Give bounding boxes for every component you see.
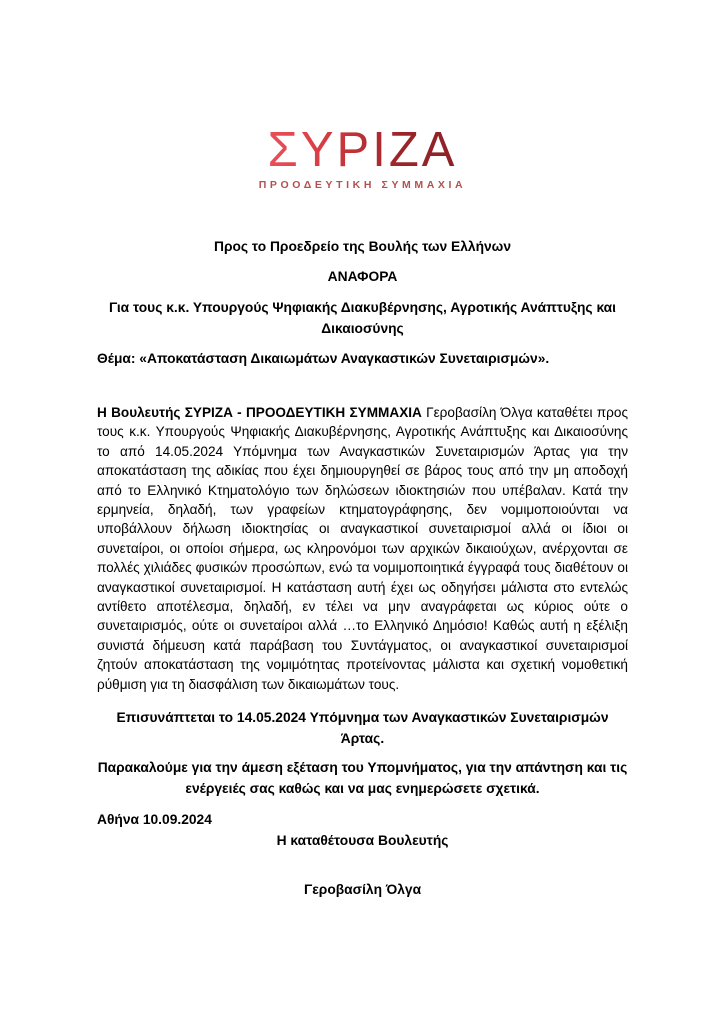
- syriza-logo-subtitle: ΠΡΟΟΔΕΥΤΙΚΗ ΣΥΜΜΑΧΙΑ: [258, 179, 467, 191]
- heading-recipient: Προς το Προεδρείο της Βουλής των Ελλήνων: [213, 238, 512, 254]
- syriza-logo: [97, 123, 628, 191]
- date-line: Αθήνα 10.09.2024: [97, 811, 212, 827]
- body-paragraph: [97, 403, 628, 694]
- signature-title: Η καταθέτουσα Βουλευτής: [276, 832, 449, 848]
- request-note: Παρακαλούμε για την άμεση εξέταση του Υπομνήματος, για την απάντηση και τις ενέργειές σας καθώς και να μας ενημερώσετε σχετικά.: [97, 759, 628, 796]
- syriza-logo-wordmark: ΣΥΡΙΖΑ: [267, 123, 458, 177]
- heading-addressees: Για τους κ.κ. Υπουργούς Ψηφιακής Διακυβέρνησης, Αγροτικής Ανάπτυξης και Δικαιοσύνης: [108, 299, 616, 336]
- heading-doc-type: ΑΝΑΦΟΡΑ: [327, 269, 398, 285]
- body-intro-rest: Γεροβασίλη Όλγα καταθέτει προς τους κ.κ. Υπουργούς Ψηφιακής Διακυβέρνησης, Αγροτικής Ανάπτυξης και Δικαιοσύνης το από 14.05.2024 Υπόμνημα των Αναγκαστικών Συνεταιρισμών Άρτας για την αποκατάσταση της αδικίας που έχει δημιουργηθεί σε βάρος τους από την μη αποδοχή από το Ελληνικό Κτηματολόγιο των δηλώσεων ιδιοκτησιών που υπέβαλαν. Κατά την ερμηνεία, δηλαδή, των γραφείων κτηματογράφησης, δεν νομιμοποιούνται να υποβάλλουν δήλωση ιδιοκτησίας οι αναγκαστικοί συνεταιρισμοί αλλά οι ίδιοι οι συνεταίροι, οι οποίοι σήμερα, ως κληρονόμοι των αρχικών δικαιούχων, ανέρχονται σε πολλές χιλιάδες φυσικών προσώπων, ενώ τα νομιμοποιητικά έγγραφά τους διαθέτουν οι αναγκαστικοί συνεταιρισμοί. Η κατάσταση αυτή έχει ως οδηγήσει μάλιστα στο εντελώς αντίθετο αποτέλεσμα, δηλαδή, εν τέλει να μην αναγράφεται ως κύριος ούτε ο συνεταιρισμός, ούτε οι συνεταίροι αλλά …το Ελληνικό Δημόσιο! Καθώς αυτή η εξέλιξη συνιστά δήμευση κατά παράβαση του Συντάγματος, οι αναγκαστικοί συνεταιρισμοί ζητούν αποκατάσταση της νομιμότητας προτείνοντας μάλιστα και σχετική νομοθετική ρύθμιση για τη διασφάλιση των δικαιωμάτων τους.: [97, 404, 628, 692]
- body-intro-bold: Η Βουλευτής ΣΥΡΙΖΑ - ΠΡΟΟΔΕΥΤΙΚΗ ΣΥΜΜΑΧΙΑ: [97, 404, 422, 420]
- signature-name: Γεροβασίλη Όλγα: [303, 881, 422, 897]
- attachment-note: Επισυνάπτεται το 14.05.2024 Υπόμνημα των Αναγκαστικών Συνεταιρισμών Άρτας.: [116, 710, 609, 746]
- heading-subject: Θέμα: «Αποκατάσταση Δικαιωμάτων Αναγκαστικών Συνεταιρισμών».: [97, 351, 550, 367]
